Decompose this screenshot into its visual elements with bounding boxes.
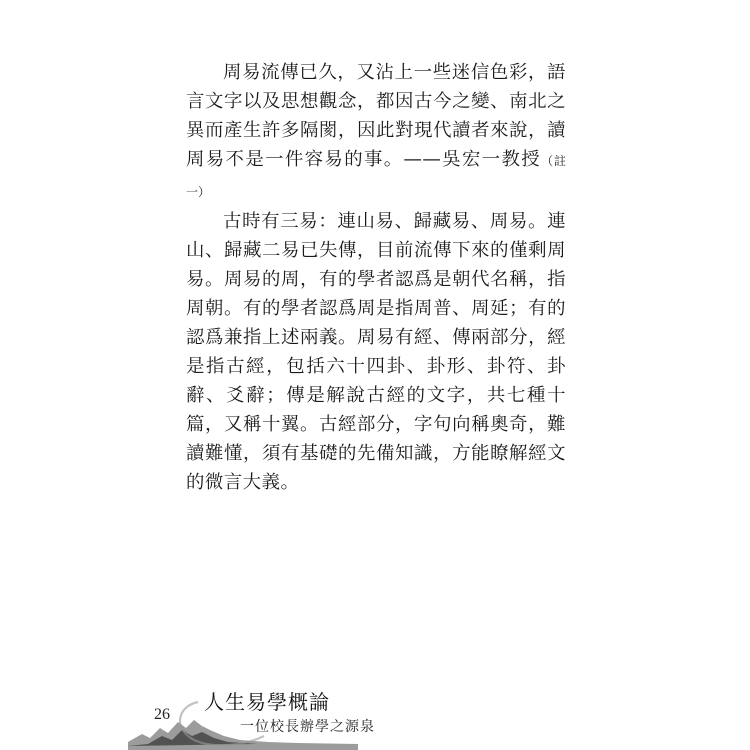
paragraph-three-yi: 古時有三易：連山易、歸藏易、周易。連山、歸藏二易已失傳，目前流傳下來的僅剩周易。周易的周，有的學者認爲是朝代名稱，指周朝。有的學者認爲周是指周普、周延；有的認爲兼指上述兩義。周易有經、傳兩部分，經是指古經，包括六十四卦、卦形、卦符、卦辭、爻辭；傳是解說古經的文字，共七種十篇，又稱十翼。古經部分，字句向稱奧奇，難讀難懂，須有基礎的先備知識，方能瞭解經文的微言大義。 — [186, 211, 566, 493]
paragraph-quote — [186, 58, 566, 207]
book-subtitle: 一位校長辦學之源泉 — [240, 719, 375, 735]
series-title: 人生易學概論 — [204, 690, 330, 714]
page-number: 26 — [154, 706, 170, 723]
body-text — [186, 58, 566, 497]
paragraph-1-text: 周易流傳已久，又沾上一些迷信色彩，語言文字以及思想觀念，都因古今之變、南北之異而產生許多隔閡，因此對現代讀者來說，讀周易不是一件容易的事。——吳宏一教授 — [186, 62, 566, 170]
footnote-marker: （註一） — [186, 154, 566, 199]
